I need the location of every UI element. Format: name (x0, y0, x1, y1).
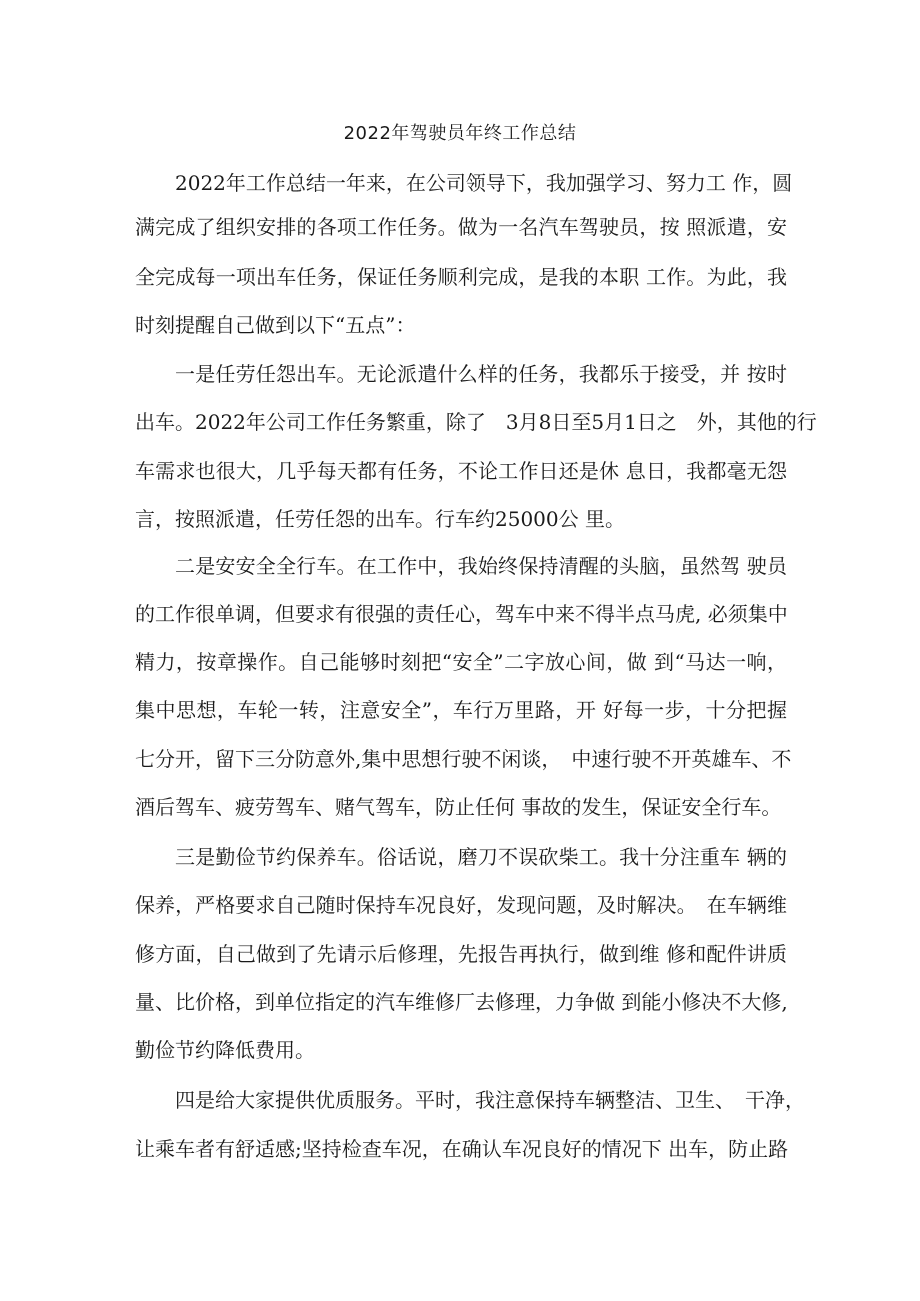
paragraph-4-line-5: 勤俭节约降低费用。 (135, 1038, 315, 1062)
paragraph-4-line-2: 保养，严格要求自己随时保持车况良好，发现问题，及时解决。 在车辆维 (135, 893, 787, 917)
paragraph-2-line-4: 言，按照派遣，任劳任怨的出车。行车约25000公 里。 (135, 507, 625, 531)
document-title: 2022年驾驶员年终工作总结 (343, 123, 577, 144)
paragraph-3-line-1: 二是安安全全行车。在工作中，我始终保持清醒的头脑，虽然驾 驶员 (175, 554, 787, 578)
paragraph-3-line-6: 酒后驾车、疲劳驾车、赌气驾车，防止任何 事故的发生，保证安全行车。 (135, 795, 782, 819)
paragraph-3-line-3: 精力，按章操作。自己能够时刻把“安全”二字放心间，做 到“马达一响， (135, 650, 787, 674)
paragraph-2-line-3: 车需求也很大，几乎每天都有任务，不论工作日还是休 息日，我都毫无怨 (135, 459, 787, 483)
paragraph-3-line-4: 集中思想，车轮一转，注意安全”，车行万里路，开 好每一步，十分把握 (135, 698, 787, 722)
paragraph-1-line-3: 全完成每一项出车任务，保证任务顺利完成，是我的本职 工作。为此，我 (135, 265, 787, 289)
paragraph-4-line-3: 修方面，自己做到了先请示后修理，先报告再执行，做到维 修和配件讲质 (135, 942, 787, 966)
paragraph-4-line-4: 量、比价格，到单位指定的汽车维修厂去修理，力争做 到能小修决不大修, (135, 990, 788, 1014)
paragraph-3-line-5: 七分开，留下三分防意外,集中思想行驶不闲谈， 中速行驶不开英雄车、不 (135, 747, 792, 771)
paragraph-5-line-2: 让乘车者有舒适感;坚持检查车况，在确认车况良好的情况下 出车，防止路 (135, 1137, 789, 1161)
paragraph-5-line-1: 四是给大家提供优质服务。平时，我注意保持车辆整洁、卫生、 干净， (175, 1088, 805, 1112)
paragraph-1-line-4: 时刻提醒自己做到以下“五点”： (135, 313, 416, 337)
paragraph-3-line-2: 的工作很单调，但要求有很强的责任心，驾车中来不得半点马虎, 必须集中 (135, 602, 788, 626)
paragraph-2-line-1: 一是任劳任怨出车。无论派遣什么样的任务，我都乐于接受，并 按时 (175, 362, 787, 386)
paragraph-2-line-2: 出车。2022年公司工作任务繁重，除了 3月8日至5月1日之 外，其他的行 (135, 410, 817, 434)
paragraph-4-line-1: 三是勤俭节约保养车。俗话说，磨刀不误砍柴工。我十分注重车 辆的 (175, 845, 787, 869)
paragraph-1-line-1: 2022年工作总结一年来，在公司领导下，我加强学习、努力工 作，圆 (175, 171, 793, 195)
paragraph-1-line-2: 满完成了组织安排的各项工作任务。做为一名汽车驾驶员，按 照派遣，安 (135, 215, 787, 239)
